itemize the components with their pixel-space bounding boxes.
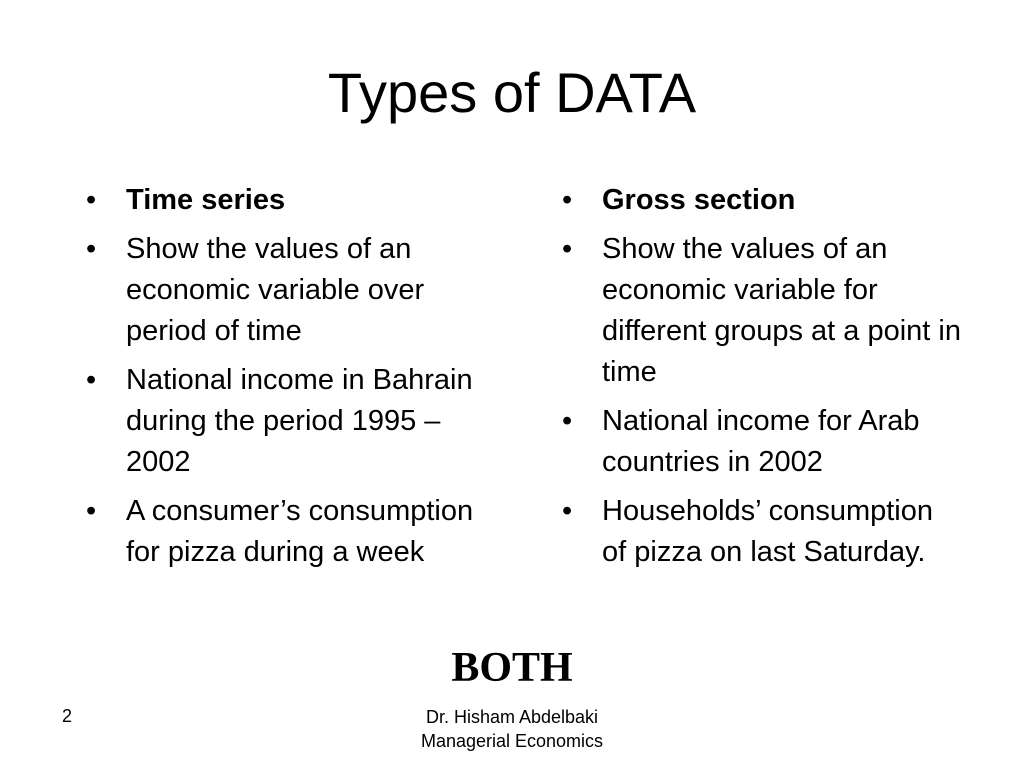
footer-author: Dr. Hisham Abdelbaki — [425, 707, 599, 727]
time-series-column — [86, 180, 486, 581]
bullet-glyph: • — [86, 495, 97, 527]
bullet-item — [86, 360, 486, 483]
bullet-text: National income in Bahrain during the period 1995 – 2002 — [126, 364, 473, 478]
bullet-glyph: • — [86, 233, 97, 265]
bullet-text: Households’ consumption of pizza on last Saturday. — [602, 495, 934, 568]
gross-section-column — [562, 180, 962, 581]
time-series-heading: Time series — [126, 184, 286, 216]
footer — [312, 705, 712, 753]
bullet-text: Show the values of an economic variable over period of time — [126, 233, 425, 347]
bullet-text: A consumer’s consumption for pizza during a week — [126, 495, 474, 568]
bullet-glyph: • — [86, 364, 97, 396]
bullet-text: Show the values of an economic variable for different groups at a point in time — [602, 233, 961, 388]
page-number: 2 — [62, 706, 73, 726]
bullet-glyph: • — [86, 184, 97, 216]
bullet-item — [562, 229, 962, 393]
slide-title: Types of DATA — [327, 61, 697, 124]
bullet-glyph: • — [562, 495, 573, 527]
bullet-glyph: • — [562, 184, 573, 216]
bullet-item — [86, 229, 486, 352]
bullet-item — [562, 491, 962, 573]
footer-course: Managerial Economics — [420, 731, 604, 751]
bullet-item-heading — [562, 180, 962, 221]
bullet-glyph: • — [562, 233, 573, 265]
bullet-glyph: • — [562, 405, 573, 437]
both-label: BOTH — [451, 645, 573, 691]
gross-section-heading: Gross section — [602, 184, 796, 216]
bullet-item-heading — [86, 180, 486, 221]
bullet-item — [86, 491, 486, 573]
bullet-item — [562, 401, 962, 483]
bullet-text: National income for Arab countries in 2002 — [602, 405, 920, 478]
